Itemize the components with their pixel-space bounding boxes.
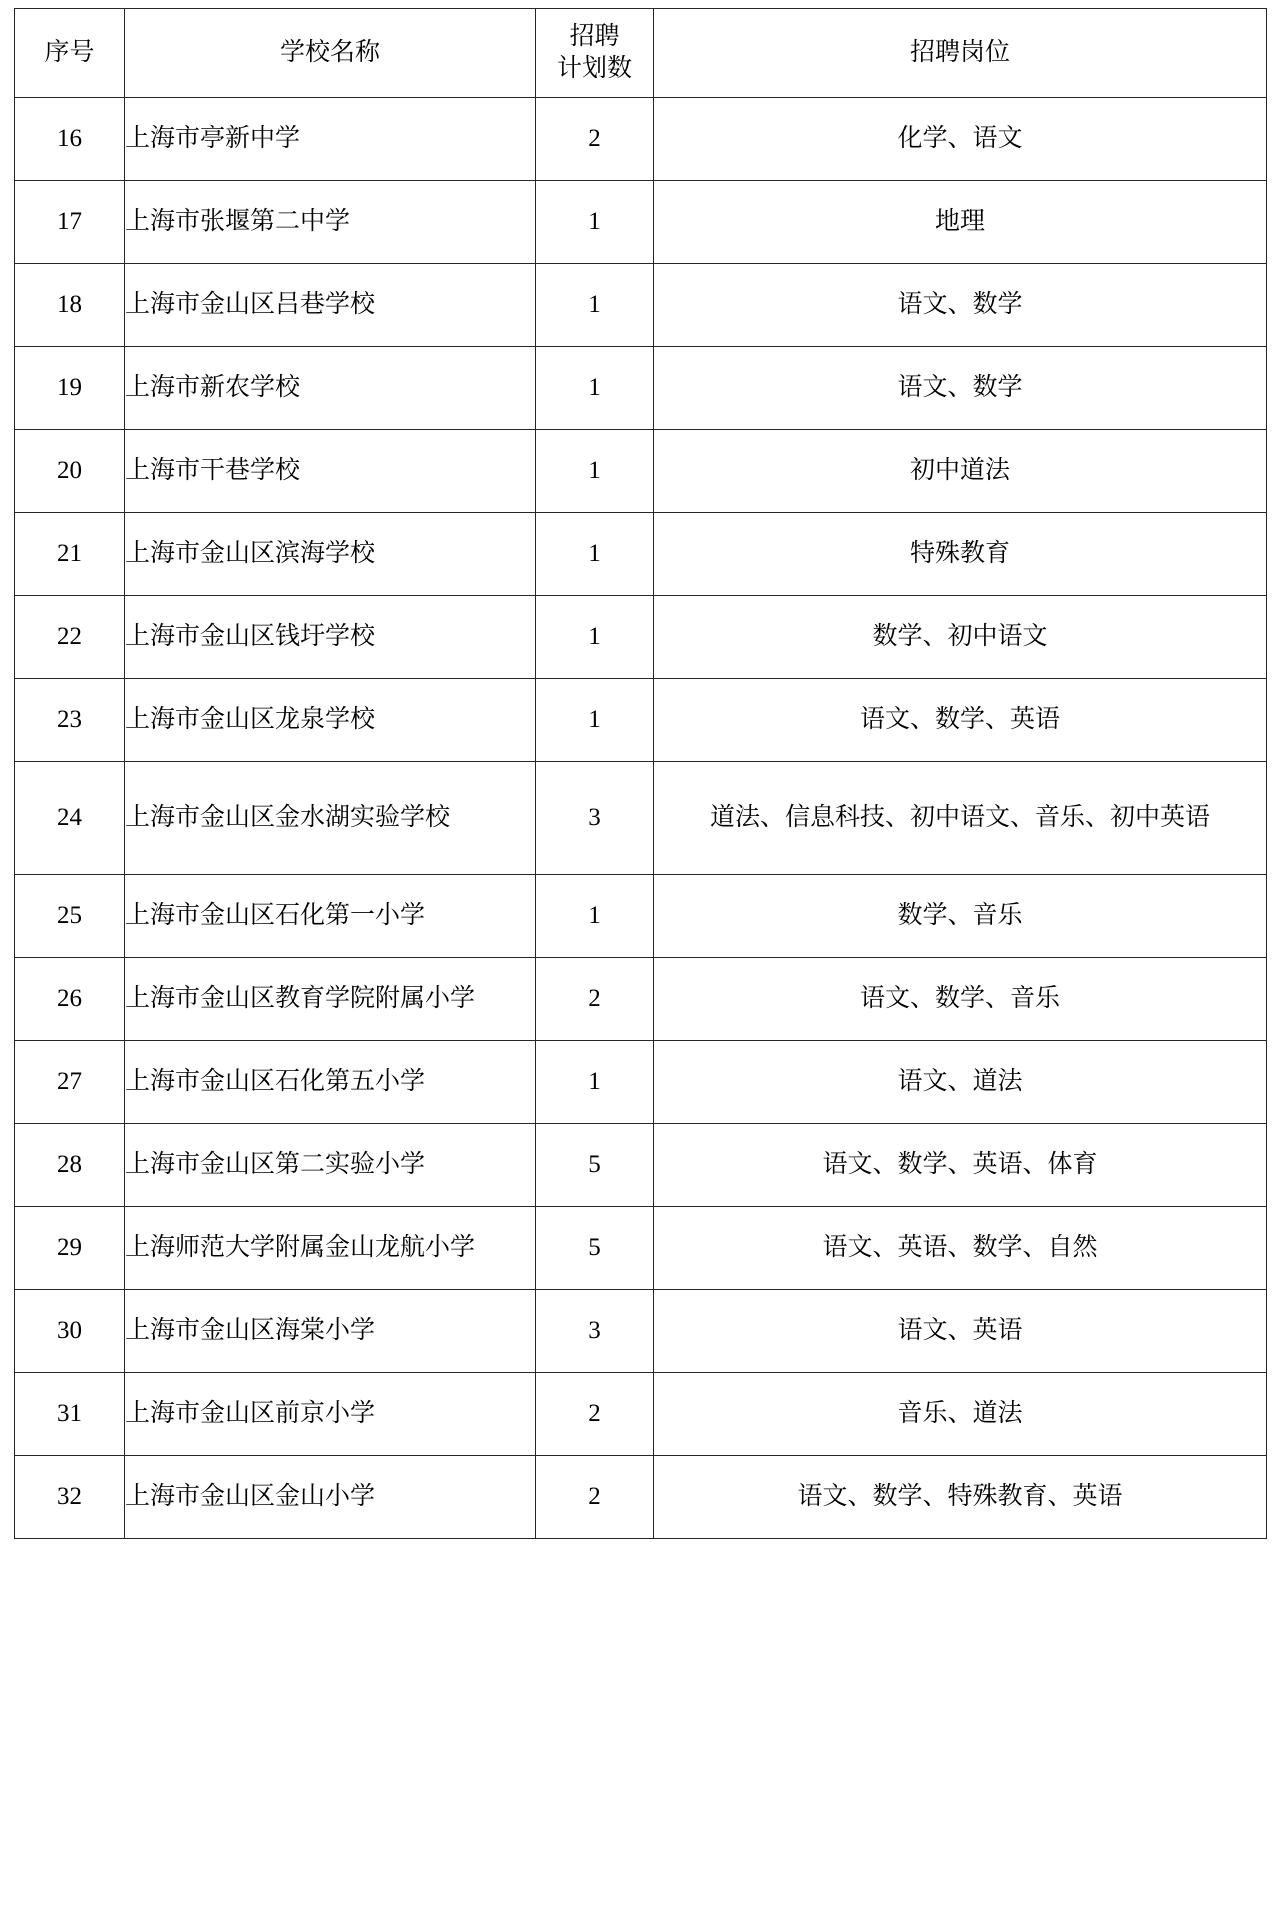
table-header (15, 9, 1267, 98)
cell-position: 化学、语文 (654, 98, 1267, 181)
table-row (15, 1290, 1267, 1373)
cell-position: 初中道法 (654, 430, 1267, 513)
table-row (15, 679, 1267, 762)
cell-school-name: 上海市金山区海棠小学 (125, 1290, 536, 1373)
cell-index: 29 (15, 1207, 125, 1290)
cell-index: 26 (15, 958, 125, 1041)
table-row (15, 762, 1267, 875)
cell-index: 20 (15, 430, 125, 513)
cell-plan-count: 2 (536, 98, 654, 181)
cell-plan-count: 3 (536, 1290, 654, 1373)
cell-index: 28 (15, 1124, 125, 1207)
table-row (15, 958, 1267, 1041)
cell-index: 17 (15, 181, 125, 264)
cell-school-name: 上海市金山区金水湖实验学校 (125, 762, 536, 875)
cell-position: 数学、初中语文 (654, 596, 1267, 679)
column-header-plan-count-line1: 招聘 (569, 22, 620, 50)
cell-plan-count: 5 (536, 1124, 654, 1207)
cell-index: 19 (15, 347, 125, 430)
cell-position: 语文、数学、特殊教育、英语 (654, 1456, 1267, 1539)
table-body (15, 98, 1267, 1539)
column-header-school-name: 学校名称 (125, 9, 536, 98)
cell-position: 语文、道法 (654, 1041, 1267, 1124)
table-row (15, 1041, 1267, 1124)
cell-plan-count: 1 (536, 347, 654, 430)
cell-position: 语文、英语 (654, 1290, 1267, 1373)
cell-index: 22 (15, 596, 125, 679)
cell-school-name: 上海师范大学附属金山龙航小学 (125, 1207, 536, 1290)
table-row (15, 596, 1267, 679)
cell-index: 18 (15, 264, 125, 347)
cell-school-name: 上海市新农学校 (125, 347, 536, 430)
table-row (15, 430, 1267, 513)
column-header-plan-count (536, 9, 654, 98)
cell-index: 32 (15, 1456, 125, 1539)
recruitment-plan-table (14, 8, 1267, 1539)
cell-index: 31 (15, 1373, 125, 1456)
cell-plan-count: 1 (536, 875, 654, 958)
table-row (15, 513, 1267, 596)
cell-plan-count: 1 (536, 1041, 654, 1124)
column-header-index: 序号 (15, 9, 125, 98)
cell-position: 语文、数学 (654, 264, 1267, 347)
table-row (15, 98, 1267, 181)
cell-position: 数学、音乐 (654, 875, 1267, 958)
cell-plan-count: 1 (536, 596, 654, 679)
cell-index: 24 (15, 762, 125, 875)
cell-school-name: 上海市金山区钱圩学校 (125, 596, 536, 679)
table-header-row (15, 9, 1267, 98)
cell-plan-count: 2 (536, 958, 654, 1041)
cell-index: 25 (15, 875, 125, 958)
table-row (15, 1207, 1267, 1290)
cell-school-name: 上海市金山区滨海学校 (125, 513, 536, 596)
cell-position: 语文、英语、数学、自然 (654, 1207, 1267, 1290)
cell-school-name: 上海市亭新中学 (125, 98, 536, 181)
cell-school-name: 上海市金山区吕巷学校 (125, 264, 536, 347)
cell-index: 23 (15, 679, 125, 762)
cell-school-name: 上海市金山区石化第一小学 (125, 875, 536, 958)
cell-index: 21 (15, 513, 125, 596)
table-row (15, 181, 1267, 264)
cell-school-name: 上海市金山区第二实验小学 (125, 1124, 536, 1207)
cell-index: 30 (15, 1290, 125, 1373)
cell-plan-count: 1 (536, 264, 654, 347)
cell-school-name: 上海市张堰第二中学 (125, 181, 536, 264)
cell-position: 道法、信息科技、初中语文、音乐、初中英语 (654, 762, 1267, 875)
cell-position: 地理 (654, 181, 1267, 264)
cell-school-name: 上海市金山区金山小学 (125, 1456, 536, 1539)
cell-plan-count: 2 (536, 1373, 654, 1456)
column-header-position: 招聘岗位 (654, 9, 1267, 98)
table-row (15, 1124, 1267, 1207)
cell-position: 语文、数学、音乐 (654, 958, 1267, 1041)
cell-position: 语文、数学 (654, 347, 1267, 430)
table-row (15, 1373, 1267, 1456)
cell-plan-count: 1 (536, 679, 654, 762)
cell-index: 27 (15, 1041, 125, 1124)
cell-school-name: 上海市金山区龙泉学校 (125, 679, 536, 762)
table-row (15, 1456, 1267, 1539)
cell-plan-count: 1 (536, 513, 654, 596)
column-header-plan-count-line2: 计划数 (556, 55, 632, 82)
cell-plan-count: 3 (536, 762, 654, 875)
cell-position: 特殊教育 (654, 513, 1267, 596)
cell-plan-count: 2 (536, 1456, 654, 1539)
cell-position: 音乐、道法 (654, 1373, 1267, 1456)
cell-plan-count: 1 (536, 181, 654, 264)
cell-position: 语文、数学、英语、体育 (654, 1124, 1267, 1207)
cell-school-name: 上海市金山区前京小学 (125, 1373, 536, 1456)
cell-index: 16 (15, 98, 125, 181)
cell-school-name: 上海市金山区石化第五小学 (125, 1041, 536, 1124)
cell-school-name: 上海市金山区教育学院附属小学 (125, 958, 536, 1041)
cell-school-name: 上海市干巷学校 (125, 430, 536, 513)
cell-plan-count: 1 (536, 430, 654, 513)
cell-position: 语文、数学、英语 (654, 679, 1267, 762)
table-row (15, 264, 1267, 347)
cell-plan-count: 5 (536, 1207, 654, 1290)
table-row (15, 875, 1267, 958)
table-row (15, 347, 1267, 430)
